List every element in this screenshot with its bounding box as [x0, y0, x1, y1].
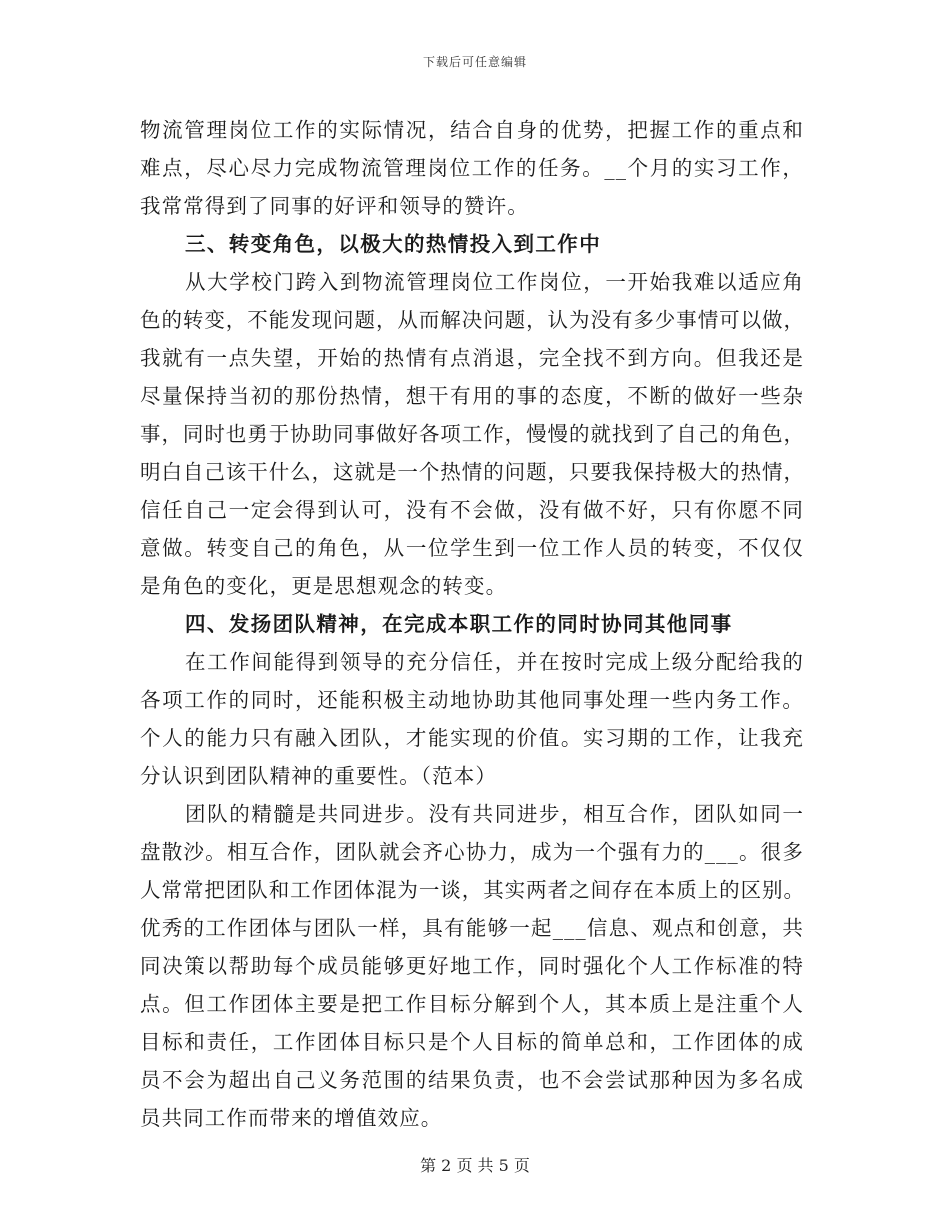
- section-heading-3: 三、转变角色，以极大的热情投入到工作中: [185, 232, 602, 256]
- body-line: 在工作间能得到领导的充分信任，并在按时完成上级分配给我的: [185, 650, 804, 674]
- body-line: 从大学校门跨入到物流管理岗位工作岗位，一开始我难以适应角: [185, 270, 804, 294]
- body-line: 难点，尽心尽力完成物流管理岗位工作的任务。__个月的实习工作，: [140, 156, 804, 180]
- body-line: 物流管理岗位工作的实际情况，结合自身的优势，把握工作的重点和: [140, 118, 804, 142]
- body-line: 盘散沙。相互合作，团队就会齐心协力，成为一个强有力的___。很多: [140, 840, 804, 864]
- body-line: 明白自己该干什么，这就是一个热情的问题，只要我保持极大的热情，: [140, 460, 805, 484]
- body-line: 事，同时也勇于协助同事做好各项工作，慢慢的就找到了自己的角色，: [140, 422, 805, 446]
- body-line: 同决策以帮助每个成员能够更好地工作，同时强化个人工作标准的特: [140, 954, 804, 978]
- body-line: 优秀的工作团体与团队一样，具有能够一起___信息、观点和创意，共: [140, 916, 804, 940]
- body-line: 团队的精髓是共同进步。没有共同进步，相互合作，团队如同一: [185, 802, 804, 826]
- body-line: 员不会为超出自己义务范围的结果负责，也不会尝试那种因为多名成: [140, 1068, 804, 1092]
- body-line: 点。但工作团体主要是把工作目标分解到个人，其本质上是注重个人: [140, 992, 804, 1016]
- body-line: 信任自己一定会得到认可，没有不会做，没有做不好，只有你愿不同: [140, 498, 804, 522]
- body-line: 尽量保持当初的那份热情，想干有用的事的态度，不断的做好一些杂: [140, 384, 804, 408]
- body-line: 是角色的变化，更是思想观念的转变。: [140, 574, 508, 598]
- body-line: 个人的能力只有融入团队，才能实现的价值。实习期的工作，让我充: [140, 726, 804, 750]
- section-heading-4: 四、发扬团队精神，在完成本职工作的同时协同其他同事: [185, 612, 733, 636]
- document-body: [140, 111, 804, 1137]
- body-line: 我就有一点失望，开始的热情有点消退，完全找不到方向。但我还是: [140, 346, 804, 370]
- body-line: 各项工作的同时，还能积极主动地协助其他同事处理一些内务工作。: [140, 688, 804, 712]
- page-footer: 第 2 页 共 5 页: [420, 1156, 530, 1175]
- body-line: 色的转变，不能发现问题，从而解决问题，认为没有多少事情可以做，: [140, 308, 805, 332]
- body-line: 人常常把团队和工作团体混为一谈，其实两者之间存在本质上的区别。: [140, 878, 805, 902]
- page-header: 下载后可任意编辑: [422, 55, 527, 69]
- body-line: 意做。转变自己的角色，从一位学生到一位工作人员的转变，不仅仅: [140, 536, 804, 560]
- body-line: 分认识到团队精神的重要性。（范本）: [140, 764, 497, 788]
- body-line: 我常常得到了同事的好评和领导的赞许。: [140, 194, 529, 218]
- body-line: 员共同工作而带来的增值效应。: [140, 1106, 443, 1130]
- body-line: 目标和责任，工作团体目标只是个人目标的简单总和，工作团体的成: [140, 1030, 804, 1054]
